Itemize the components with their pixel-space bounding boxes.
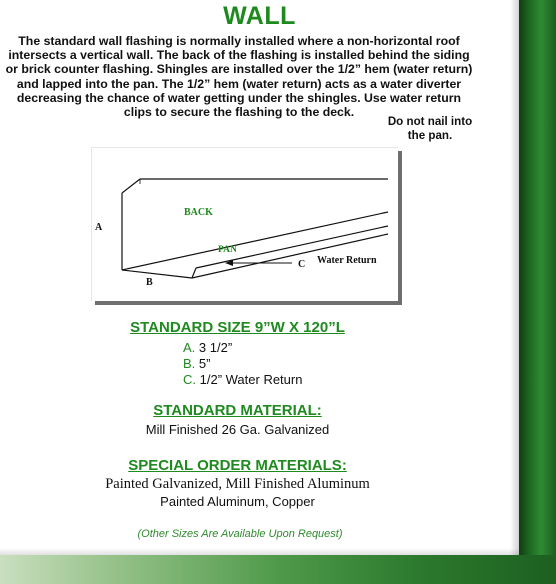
special-order-line-2: Painted Aluminum, Copper — [160, 494, 315, 509]
standard-material-text: Mill Finished 26 Ga. Galvanized — [145, 422, 330, 437]
flashing-diagram-drawing — [92, 148, 398, 301]
hem-front — [192, 268, 196, 278]
bottom-green-frame — [0, 555, 556, 584]
bottom-frame-shadow — [0, 548, 519, 555]
size-item-a — [183, 340, 302, 356]
standard-size-heading: STANDARD SIZE 9”W X 120”L — [130, 319, 345, 336]
diagram-label-c: C — [298, 259, 306, 270]
right-green-frame — [519, 0, 556, 584]
diagram-label-b: B — [146, 277, 153, 288]
other-sizes-footnote: (Other Sizes Are Available Upon Request) — [137, 528, 343, 540]
intro-paragraph: The standard wall flashing is normally installed where a non-horizontal roof intersects a vertical wall. The back of the flashing is installed behind the siding or brick counter flashing. Shingles are installed over the 1/2” hem (water return) and lapped into the pan. The 1/2” hem (water return) acts as a water diverter decreasing the chance of water getting under the shingles. Use water return clips to secure the flashing to the deck. — [5, 34, 473, 120]
size-item-value: 1/2” Water Return — [199, 372, 303, 387]
right-frame-shadow — [510, 0, 519, 555]
special-order-line-1: Painted Galvanized, Mill Finished Aluminum — [105, 476, 370, 492]
standard-size-list — [183, 340, 302, 388]
size-item-value: 5” — [198, 356, 211, 371]
diagram-label-pan: PAN — [218, 245, 237, 255]
diagram-label-back: BACK — [184, 207, 213, 218]
size-item-letter: C. — [183, 372, 196, 387]
page-title: WALL — [223, 2, 296, 30]
back-top-edge-left — [122, 179, 140, 193]
size-item-letter: B. — [183, 356, 196, 371]
diagram-label-a: A — [95, 222, 103, 233]
size-item-value: 3 1/2” — [198, 340, 233, 355]
standard-material-heading: STANDARD MATERIAL: — [153, 402, 322, 419]
flashing-diagram — [91, 147, 398, 301]
special-order-heading: SPECIAL ORDER MATERIALS: — [128, 457, 347, 474]
size-item-b — [183, 356, 302, 372]
size-item-letter: A. — [183, 340, 196, 355]
diagram-label-water-return: Water Return — [317, 255, 377, 266]
nailing-note: Do not nail into the pan. — [387, 115, 473, 142]
size-item-c — [183, 372, 302, 388]
pan-front-edge — [122, 270, 192, 278]
